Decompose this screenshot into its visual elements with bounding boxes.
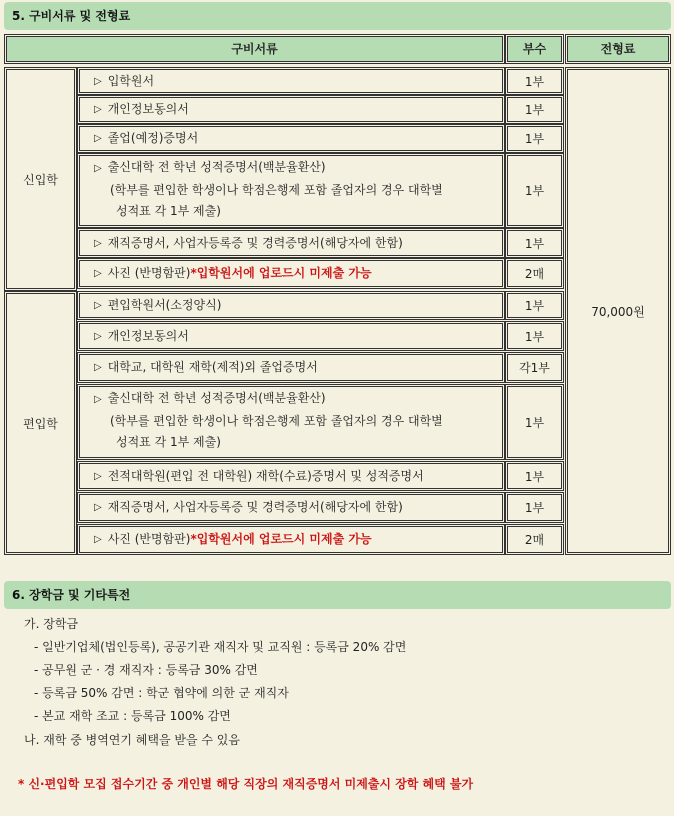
scholarship-item: - 공무원 군 · 경 재직자 : 등록금 30% 감면 — [34, 663, 258, 677]
doc-text-line3: 성적표 각 1부 제출) — [116, 435, 221, 449]
triangle-icon: ▷ — [94, 394, 102, 405]
doc-text: 재직증명서, 사업자등록증 및 경력증명서(해당자에 한함) — [107, 500, 403, 514]
doc-row — [79, 126, 503, 151]
doc-text: 재직증명서, 사업자등록증 및 경력증명서(해당자에 한함) — [107, 235, 403, 250]
triangle-icon: ▷ — [94, 237, 102, 249]
doc-count: 2매 — [507, 260, 562, 287]
doc-text: 전적대학원(편입 전 대학원) 재학(수료)증명서 및 성적증명서 — [107, 468, 424, 483]
doc-text: 편입학원서(소정양식) — [107, 298, 222, 312]
doc-row — [79, 97, 503, 122]
triangle-icon: ▷ — [94, 502, 102, 513]
doc-row — [79, 386, 503, 458]
triangle-icon: ▷ — [94, 133, 102, 144]
doc-count: 1부 — [507, 293, 562, 318]
doc-row — [79, 463, 503, 489]
doc-count: 1부 — [507, 69, 562, 93]
triangle-icon: ▷ — [94, 330, 102, 342]
doc-text: 대학교, 대학원 재학(제적)외 졸업증명서 — [107, 360, 318, 374]
scholarship-heading: 가. 장학금 — [24, 617, 78, 631]
scholarship-item: - 본교 재학 조교 : 등록금 100% 감면 — [34, 709, 231, 723]
doc-count: 1부 — [507, 494, 562, 521]
doc-count: 1부 — [507, 323, 562, 349]
group-label-new: 신입학 — [6, 69, 75, 289]
doc-row — [79, 526, 503, 553]
doc-count: 1부 — [507, 155, 562, 226]
doc-text: 입학원서 — [107, 73, 155, 88]
group-label-transfer: 편입학 — [6, 293, 75, 553]
doc-text: 졸업(예정)증명서 — [107, 131, 199, 145]
doc-text: 출신대학 전 학년 성적증명서(백분율환산) — [107, 391, 326, 405]
upload-note: *입학원서에 업로드시 미제출 가능 — [190, 266, 372, 280]
doc-count: 1부 — [507, 126, 562, 151]
doc-text-line3: 성적표 각 1부 제출) — [116, 204, 221, 218]
doc-row — [79, 354, 503, 381]
scholarship-footnote: * 신·편입학 모집 접수기간 중 개인별 해당 직장의 재직증명서 미제출시 장학 혜택 불가 — [18, 777, 474, 791]
doc-text-line2: (학부를 편입한 학생이나 학점은행제 포함 졸업자의 경우 대학별 — [110, 414, 443, 428]
triangle-icon: ▷ — [94, 534, 102, 545]
section-5-title: 5. 구비서류 및 전형료 — [4, 2, 671, 30]
fee-value: 70,000원 — [567, 69, 669, 553]
triangle-icon: ▷ — [94, 163, 102, 174]
header-count: 부수 — [507, 36, 562, 62]
doc-row — [79, 230, 503, 256]
triangle-icon: ▷ — [94, 75, 102, 87]
doc-text: 사진 (반명함판) — [107, 532, 191, 546]
section-6-title: 6. 장학금 및 기타특전 — [4, 581, 671, 609]
doc-row — [79, 69, 503, 93]
scholarship-item: - 등록금 50% 감면 : 학군 협약에 의한 군 재직자 — [34, 686, 289, 700]
triangle-icon: ▷ — [94, 362, 102, 373]
doc-count: 1부 — [507, 463, 562, 489]
triangle-icon: ▷ — [94, 300, 102, 311]
scholarship-item: - 일반기업체(법인등록), 공공기관 재직자 및 교직원 : 등록금 20% 감면 — [34, 640, 407, 654]
doc-count: 각1부 — [507, 354, 562, 381]
doc-text-line2: (학부를 편입한 학생이나 학점은행제 포함 졸업자의 경우 대학별 — [110, 183, 443, 197]
doc-text: 사진 (반명함판) — [107, 266, 191, 280]
doc-row — [79, 323, 503, 349]
doc-row — [79, 293, 503, 318]
triangle-icon: ▷ — [94, 104, 102, 115]
doc-row — [79, 494, 503, 521]
doc-row — [79, 260, 503, 287]
military-benefit: 나. 재학 중 병역연기 혜택을 받을 수 있음 — [24, 733, 240, 747]
doc-count: 1부 — [507, 386, 562, 458]
doc-text: 출신대학 전 학년 성적증명서(백분율환산) — [107, 160, 326, 174]
upload-note: *입학원서에 업로드시 미제출 가능 — [190, 532, 372, 546]
triangle-icon: ▷ — [94, 268, 102, 279]
doc-text: 개인정보동의서 — [107, 102, 189, 116]
doc-count: 1부 — [507, 97, 562, 122]
triangle-icon: ▷ — [94, 470, 102, 482]
header-docs: 구비서류 — [6, 36, 503, 62]
doc-count: 1부 — [507, 230, 562, 256]
doc-text: 개인정보동의서 — [107, 328, 189, 343]
doc-row — [79, 155, 503, 226]
header-fee: 전형료 — [567, 36, 669, 62]
doc-count: 2매 — [507, 526, 562, 553]
